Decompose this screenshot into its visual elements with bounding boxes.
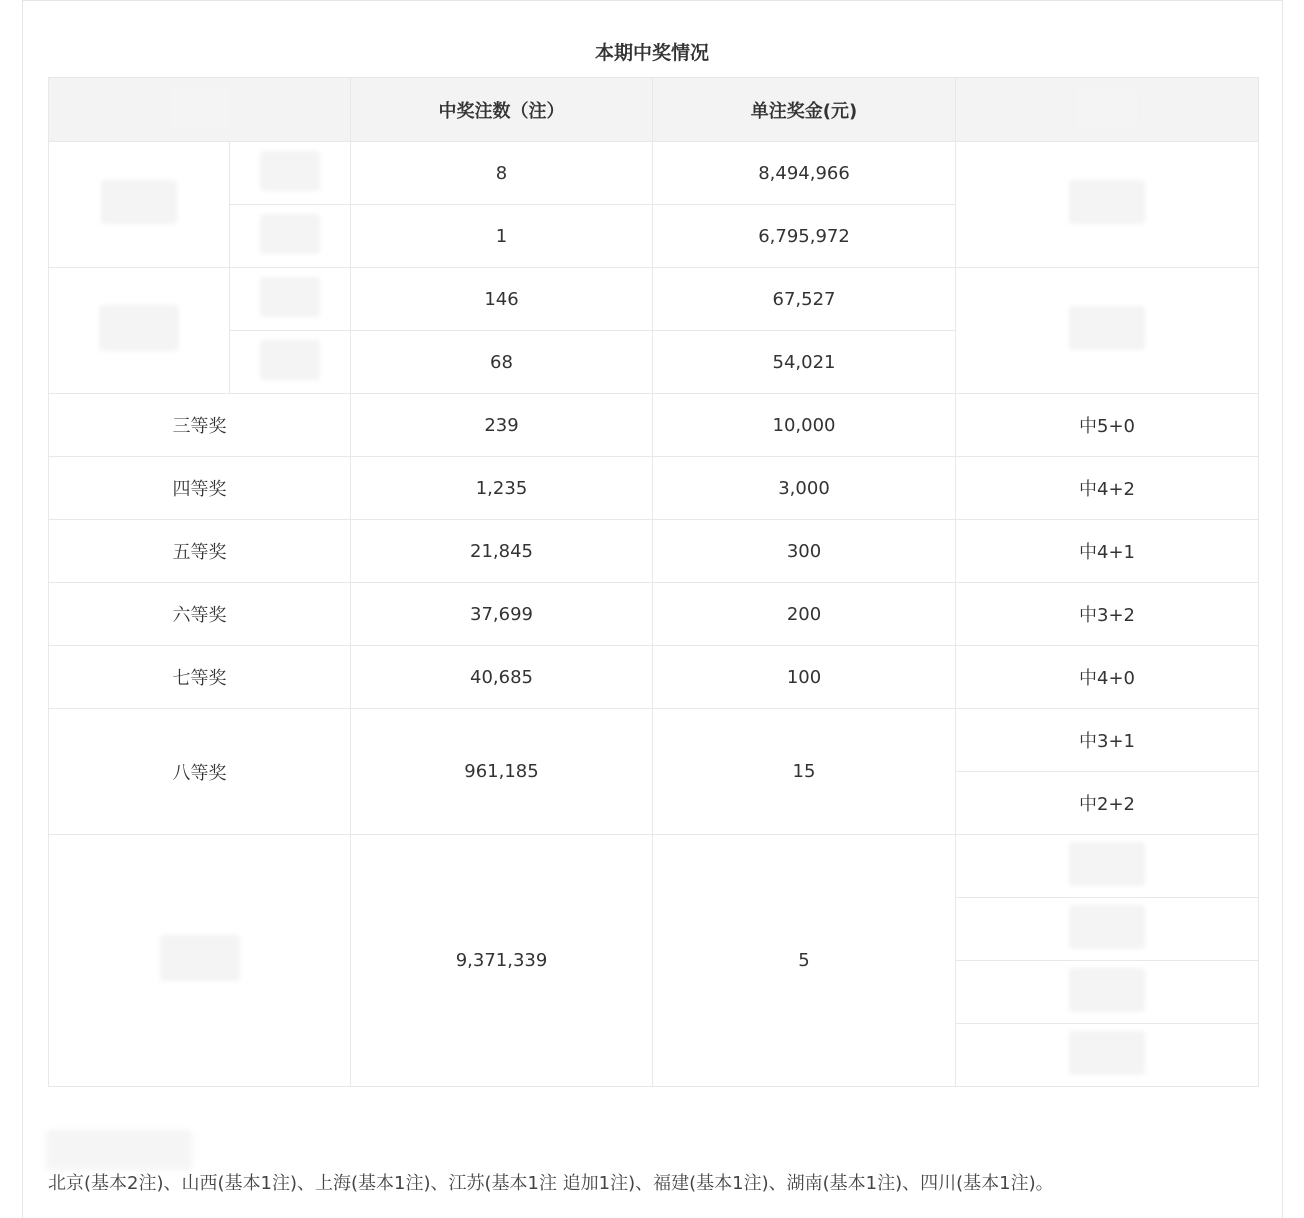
header-count: 中奖注数（注） [351,78,653,142]
rule-cell: 中5+0 [956,394,1259,457]
redacted-label [1077,87,1137,127]
amount-cell: 67,527 [653,268,956,331]
header-rule [956,78,1259,142]
sublevel-cell [230,331,351,394]
count-cell: 239 [351,394,653,457]
count-cell: 37,699 [351,583,653,646]
rule-cell-second [956,268,1259,394]
level-cell: 六等奖 [49,583,351,646]
table-row [49,268,1259,331]
redacted-label [260,277,320,317]
amount-cell: 10,000 [653,394,956,457]
rule-cell: 中3+1 [956,709,1259,772]
table-row [49,835,1259,898]
table-header-row [49,78,1259,142]
winner-regions-note: 北京(基本2注)、山西(基本1注)、上海(基本1注)、江苏(基本1注 追加1注)、福建(基本1注)、湖南(基本1注)、四川(基本1注)。 [48,1173,1054,1194]
level-cell: 三等奖 [49,394,351,457]
rule-cell: 中2+2 [956,772,1259,835]
count-cell: 8 [351,142,653,205]
table-row [49,394,1259,457]
level-cell: 八等奖 [49,709,351,835]
table-row [49,457,1259,520]
redacted-label [101,180,177,224]
rule-cell [956,835,1259,898]
redacted-label [260,340,320,380]
rule-cell: 中3+2 [956,583,1259,646]
table-row [49,520,1259,583]
rule-cell [956,898,1259,961]
sublevel-cell [230,205,351,268]
redacted-label [160,935,240,981]
rule-cell: 中4+0 [956,646,1259,709]
count-cell: 146 [351,268,653,331]
table-row [49,142,1259,205]
count-cell: 40,685 [351,646,653,709]
level-cell: 七等奖 [49,646,351,709]
redacted-label [1069,968,1145,1012]
count-cell: 1,235 [351,457,653,520]
count-cell: 9,371,339 [351,835,653,1087]
amount-cell: 100 [653,646,956,709]
amount-cell: 3,000 [653,457,956,520]
rule-cell: 中4+2 [956,457,1259,520]
count-cell: 961,185 [351,709,653,835]
level-cell-first [49,142,230,268]
redacted-label [170,87,230,127]
prize-table [48,77,1259,1087]
page-title: 本期中奖情况 [594,42,709,64]
redacted-label [1069,905,1145,949]
rule-cell: 中4+1 [956,520,1259,583]
sublevel-cell [230,142,351,205]
rule-cell [956,961,1259,1024]
redacted-label [260,151,320,191]
table-row [49,583,1259,646]
amount-cell: 200 [653,583,956,646]
redacted-heading [46,1130,192,1170]
redacted-label [1069,180,1145,224]
amount-cell: 54,021 [653,331,956,394]
table-row [49,646,1259,709]
rule-cell [956,1024,1259,1087]
amount-cell: 15 [653,709,956,835]
redacted-label [1069,842,1145,886]
sublevel-cell [230,268,351,331]
rule-cell-first [956,142,1259,268]
amount-cell: 5 [653,835,956,1087]
redacted-label [1069,1031,1145,1075]
amount-cell: 8,494,966 [653,142,956,205]
count-cell: 68 [351,331,653,394]
count-cell: 21,845 [351,520,653,583]
redacted-label [99,305,179,351]
header-level [49,78,351,142]
redacted-label [260,214,320,254]
table-row [49,709,1259,772]
level-cell-ninth [49,835,351,1087]
amount-cell: 300 [653,520,956,583]
header-amount: 单注奖金(元) [653,78,956,142]
level-cell: 五等奖 [49,520,351,583]
redacted-label [1069,306,1145,350]
level-cell-second [49,268,230,394]
count-cell: 1 [351,205,653,268]
amount-cell: 6,795,972 [653,205,956,268]
level-cell: 四等奖 [49,457,351,520]
